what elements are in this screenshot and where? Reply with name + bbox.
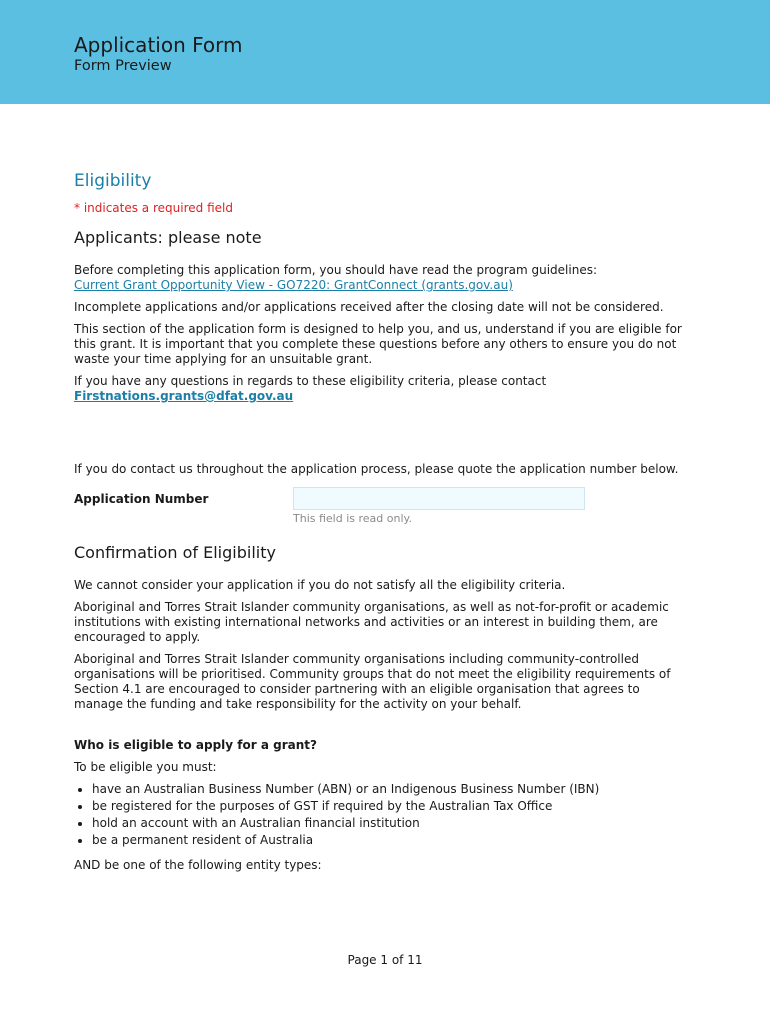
page-number: Page 1 of 11 xyxy=(347,953,423,967)
contact-email-link[interactable]: Firstnations.grants@dfat.gov.au xyxy=(74,389,294,403)
list-item: • be a permanent resident of Australia xyxy=(92,833,684,848)
page-header xyxy=(0,0,770,104)
application-number-row xyxy=(74,487,684,527)
eligibility-question: Who is eligible to apply for a grant? xyxy=(74,738,317,752)
eligibility-outro: AND be one of the following entity types: xyxy=(74,858,322,872)
quote-number-paragraph: If you do contact us throughout the application process, please quote the application number below. xyxy=(74,462,679,476)
incomplete-paragraph: Incomplete applications and/or applications received after the closing date will not be considered. xyxy=(74,300,664,314)
guidelines-text: Before completing this application form, you should have read the program guidelines: xyxy=(74,263,597,277)
guidelines-paragraph xyxy=(74,263,684,293)
confirmation-paragraph-1: We cannot consider your application if you do not satisfy all the eligibility criteria. xyxy=(74,578,566,592)
applicants-note-heading: Applicants: please note xyxy=(74,228,262,247)
confirmation-paragraph-2: Aboriginal and Torres Strait Islander community organisations, as well as not-for-profit or academic institutions with existing international networks and activities or an interest in building them, are encouraged to apply. xyxy=(74,600,669,644)
list-item: • be registered for the purposes of GST if required by the Australian Tax Office xyxy=(92,799,684,814)
contact-text: If you have any questions in regards to these eligibility criteria, please contact xyxy=(74,374,547,388)
form-title: Application Form xyxy=(74,33,243,57)
confirmation-heading: Confirmation of Eligibility xyxy=(74,543,276,562)
eligibility-list xyxy=(74,782,684,848)
contact-paragraph xyxy=(74,374,684,404)
read-only-help: This field is read only. xyxy=(293,512,412,525)
list-item: • hold an account with an Australian financial institution xyxy=(92,816,684,831)
list-item: • have an Australian Business Number (ABN) or an Indigenous Business Number (IBN) xyxy=(92,782,684,797)
purpose-paragraph: This section of the application form is designed to help you, and us, understand if you are eligible for this grant. It is important that you complete these questions before any others to ensure you do not waste your time applying for an unsuitable grant. xyxy=(74,322,682,366)
spacer xyxy=(74,411,684,462)
application-number-label: Application Number xyxy=(74,492,209,506)
section-title: Eligibility xyxy=(74,171,152,191)
form-content xyxy=(74,170,684,880)
guidelines-link[interactable]: Current Grant Opportunity View - GO7220: GrantConnect (grants.gov.au) xyxy=(74,278,513,292)
form-subtitle: Form Preview xyxy=(74,58,172,74)
required-field-note: * indicates a required field xyxy=(74,201,233,215)
eligibility-intro: To be eligible you must: xyxy=(74,760,217,774)
confirmation-paragraph-3: Aboriginal and Torres Strait Islander community organisations including community-controlled organisations will be prioritised. Community groups that do not meet the eligibility requirements of Section 4.1 are encouraged to consider partnering with an eligible organisation that agrees to manage the funding and take responsibility for the activity on your behalf. xyxy=(74,652,671,711)
application-number-input[interactable] xyxy=(293,487,585,510)
